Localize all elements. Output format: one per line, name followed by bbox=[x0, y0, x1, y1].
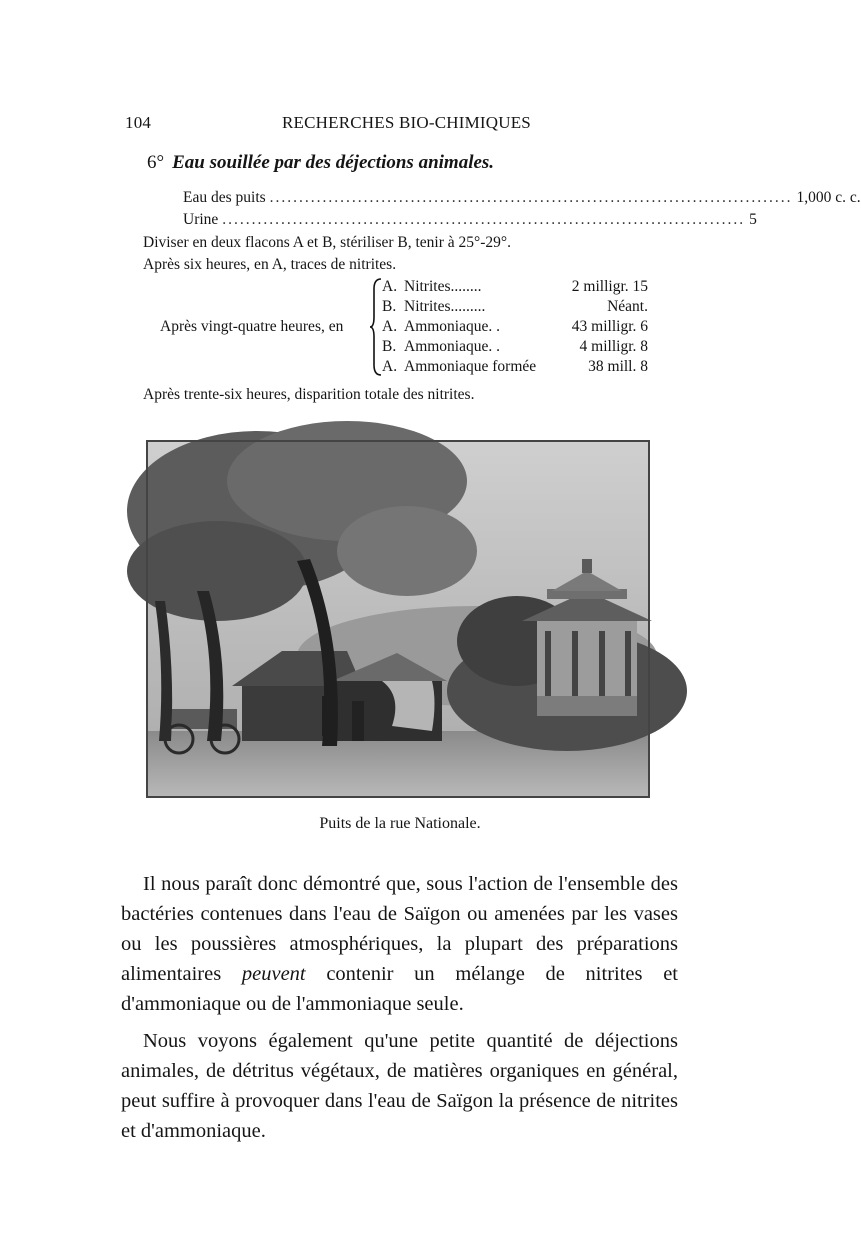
after-six-hours-line: Après six heures, en A, traces de nitrites. bbox=[143, 256, 397, 273]
section-number: 6° bbox=[147, 152, 165, 173]
result-line: A. Nitrites........ 2 milligr. 15 bbox=[382, 278, 648, 295]
page-number: 104 bbox=[125, 113, 152, 132]
figure-caption: Puits de la rue Nationale. bbox=[319, 815, 481, 832]
leader-dots: ......................................................................................... bbox=[269, 189, 793, 206]
body-paragraph: Il nous paraît donc démontré que, sous l'action de l'ensemble des bactéries contenues dans l'eau de Saïgon ou amenées par les vases ou les poussières atmosphériques, la plupart des préparations alimentaires peuvent contenir un mélange de nitrites et d'ammoniaque ou de l'ammoniaque seule. bbox=[121, 873, 678, 1015]
after-36-hours-line: Après trente-six heures, disparition totale des nitrites. bbox=[143, 386, 475, 403]
instruction-line: Diviser en deux flacons A et B, stériliser B, tenir à 25°-29°. bbox=[143, 234, 511, 251]
results-lead: Après vingt-quatre heures, en bbox=[160, 318, 344, 335]
ingredient-value: 1,000 c. c. bbox=[796, 189, 861, 206]
ingredient-row bbox=[183, 188, 861, 208]
ingredient-value: 5 bbox=[749, 211, 757, 228]
curly-brace-icon bbox=[369, 277, 383, 377]
ingredient-row bbox=[183, 210, 757, 230]
running-title: RECHERCHES BIO-CHIMIQUES bbox=[282, 113, 531, 132]
result-line: B. Nitrites......... Néant. bbox=[382, 298, 648, 315]
body-paragraph: Nous voyons également qu'une petite quantité de déjections animales, de détritus végétaux, de matières organiques en général, peut suffire à provoquer dans l'eau de Saïgon la présence de nitrites et d'ammoniaque. bbox=[121, 1030, 678, 1142]
running-head bbox=[125, 113, 670, 137]
leader-dots: ......................................................................................... bbox=[222, 211, 746, 228]
well-photograph bbox=[146, 440, 650, 798]
emphasis: peuvent bbox=[241, 963, 306, 985]
photo-illustration bbox=[147, 441, 649, 797]
result-line: A. Ammoniaque. . 43 milligr. 6 bbox=[382, 318, 648, 335]
ingredient-label: Urine bbox=[183, 211, 219, 228]
section-heading bbox=[147, 152, 494, 174]
results-24h bbox=[160, 277, 660, 377]
ingredient-label: Eau des puits bbox=[183, 189, 266, 206]
section-title: Eau souillée par des déjections animales. bbox=[172, 152, 495, 173]
result-line: B. Ammoniaque. . 4 milligr. 8 bbox=[382, 338, 648, 355]
result-line: A. Ammoniaque formée 38 mill. 8 bbox=[382, 358, 648, 375]
